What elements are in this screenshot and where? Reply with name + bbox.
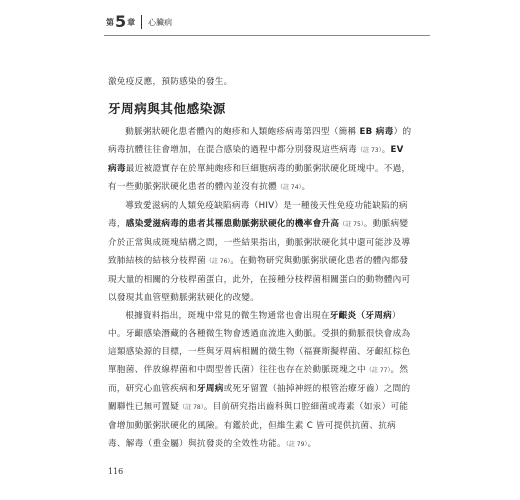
chapter-prefix: 第 [106, 17, 114, 27]
section-title: 牙周病與其他感染源 [108, 101, 226, 116]
paragraph-1 [108, 123, 413, 197]
intro-line: 激免疫反應，預防感染的發生。 [108, 77, 233, 87]
chapter-number: 5 [115, 12, 127, 31]
text-run: 導致愛滋病的人類免疫缺陷病毒（HIV）是一種後天性免疫功能缺陷的病毒， [108, 201, 408, 229]
bold-text: EB 病毒 [359, 127, 394, 137]
page-number: 116 [108, 467, 124, 476]
page-body [108, 73, 413, 454]
text-run: 。在動物研究與動脈粥狀硬化患者的體內都發現大量的相關的分枝桿菌蛋白，此外，在接種分枝桿菌相關蛋白的動物體內可以發現其血管壁動脈粥狀硬化的改變。 [108, 256, 411, 303]
bold-text: 感染愛滋病毒的患者其罹患動脈粥狀硬化的機率會升高 [125, 219, 340, 229]
bold-text: EV 病毒 [108, 145, 404, 174]
text-run: 。 [307, 439, 317, 449]
footnote-ref: （註 79） [285, 441, 308, 448]
text-run: 。 [381, 145, 391, 155]
text-run: 動脈粥狀硬化患者體內的皰疹和人類皰疹病毒第四型（簡稱 [125, 127, 360, 137]
text-run: ）的病毒抗體往往會增加，在混合感染的過程中都分別發現這些病毒 [108, 127, 412, 155]
footnote-ref: （註 78） [179, 404, 204, 411]
text-run: 或死牙留置（抽掉神經的根管治療牙齒）之間的關聯性已無可置疑 [108, 384, 411, 412]
footnote-ref: （註 76） [205, 258, 231, 265]
text-run: ）中。牙齦感染潛藏的各種微生物會透過血流進入動脈。受損的動脈很快會成為這類感染源的目標，一些與牙周病相關的微生物（福賽斯擬桿菌、牙齦紅棕色單胞菌、伴放線桿菌和中間型普氏菌）往往也存在於動脈斑塊之中 [108, 311, 411, 375]
paragraph-2 [108, 197, 413, 307]
paragraph-3 [108, 307, 413, 454]
chapter-title: 心臟病 [148, 17, 173, 27]
chapter-suffix: 章 [127, 17, 136, 27]
text-run: 。然而，研究心血管疾病和 [108, 365, 409, 394]
text-run: 。目前研究指出齒科與口腔細菌或毒素（如汞）可能會增加動脈粥狀硬化的風險。有鑑於此，但維生素 C 皆可提供抗菌、抗病毒、解毒（重金屬）與抗發炎的全效性功能。 [108, 402, 409, 449]
footnote-ref: （註 77） [365, 367, 391, 374]
text-run: 。動脈病變介於正常與成斑塊結構之間，一些結果指出，動脈粥狀硬化其中還可能涉及導致肺結核的結核分枝桿菌 [108, 219, 411, 266]
text-run: 根據資料指出，斑塊中常見的微生物通常也會出現在 [125, 311, 330, 321]
header-rule [104, 35, 430, 36]
running-header [106, 14, 172, 30]
bold-text: 牙齦炎（牙周病 [329, 311, 393, 321]
footnote-ref: （註 73） [357, 147, 382, 154]
header-divider [141, 15, 142, 29]
footnote-ref: （註 75） [339, 221, 364, 228]
footnote-ref: （註 74） [276, 184, 302, 191]
bold-text: 牙周病 [196, 384, 224, 394]
text-run: 。 [301, 182, 311, 192]
text-run: 最近被證實存在於單純皰疹和巨細胞病毒的動脈粥狀硬化斑塊中。不過，有一些動脈粥狀硬化患者的體內並沒有抗體 [108, 164, 411, 192]
